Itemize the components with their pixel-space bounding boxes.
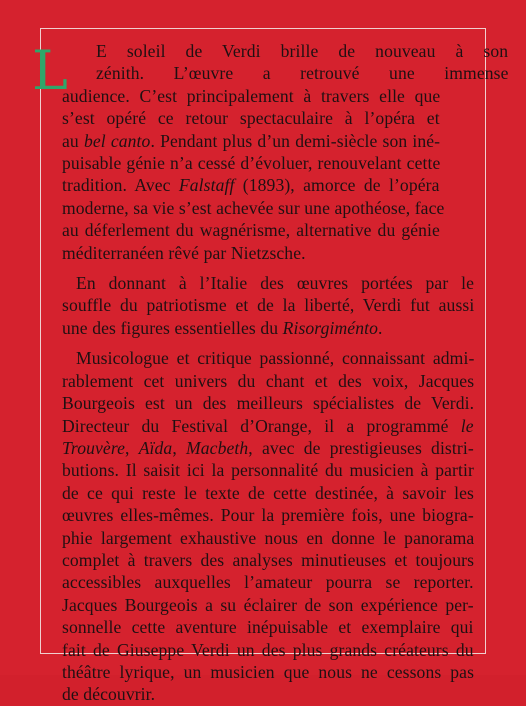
text-line: E soleil de Verdi brille de nouveau à son [96,41,509,61]
text-line: Directeur du Festival d’Orange, il a programmé le [62,415,474,436]
drop-cap-letter: L [32,39,68,102]
text-line: accessibles auxquelles l’amateur pourra se reporter. [62,572,474,593]
text-line: moderne, sa vie s’est achevée sur une apothéose, face [62,197,445,218]
paragraph-2 [62,272,474,339]
text-line: puisable génie n’a cessé d’évoluer, renouvelant cette [62,153,441,174]
paragraph-1 [62,40,509,264]
text-line: En donnant à l’Italie des œuvres portées par le [76,273,475,294]
text-line: souffle du patriotisme et de la liberté, Verdi fut aussi [62,295,475,316]
text-line: théâtre lyrique, un musicien que nous ne cessons pas [62,661,475,682]
text-line: de ce qui reste le texte de cette destinée, à savoir les [62,482,474,503]
text-line: tradition. Avec Falstaff (1893), amorce de l’opéra [62,175,440,196]
text-line: rablement cet univers du chant et des voix, Jacques [62,370,475,391]
text-line: butions. Il saisit ici la personnalité du musicien à partir [62,460,474,481]
text-line: œuvres elles-mêmes. Pour la première fois, une biogra- [62,505,474,526]
text-line: méditerranéen rêvé par Nietzsche. [62,242,306,263]
text-line: s’est opéré ce retour spectaculaire à l’opéra et [62,108,440,129]
text-line: phie largement exhaustive nous en donne le panorama [62,527,475,548]
text-line: audience. C’est principalement à travers elle que [62,85,441,106]
text-line: une des figures essentielles du Risorgiménto. [62,317,383,338]
text-line: Musicologue et critique passionné, connaissant admi- [76,348,475,369]
text-line: de découvrir. [62,684,156,705]
text-line: complet à travers des analyses minutieuses et toujours [62,549,475,570]
text-line: zénith. L’œuvre a retrouvé une immense [96,63,509,84]
text-line: fait de Giuseppe Verdi un des plus grands créateurs du [62,639,474,660]
text-line: Bourgeois est un des meilleurs spécialistes de Verdi. [62,393,475,414]
text-line: au bel canto. Pendant plus d’un demi-siècle son iné- [62,130,441,151]
text-line: Jacques Bourgeois a su éclairer de son expérience per- [62,594,474,615]
paragraph-3 [62,347,474,706]
text-line: au déferlement du wagnérisme, alternative du génie [62,220,440,241]
blurb-text [62,40,509,706]
text-line: Trouvère, Aïda, Macbeth, avec de prestigieuses distri- [62,437,474,458]
text-line: sonnelle cette aventure inépuisable et exemplaire qui [62,617,474,638]
